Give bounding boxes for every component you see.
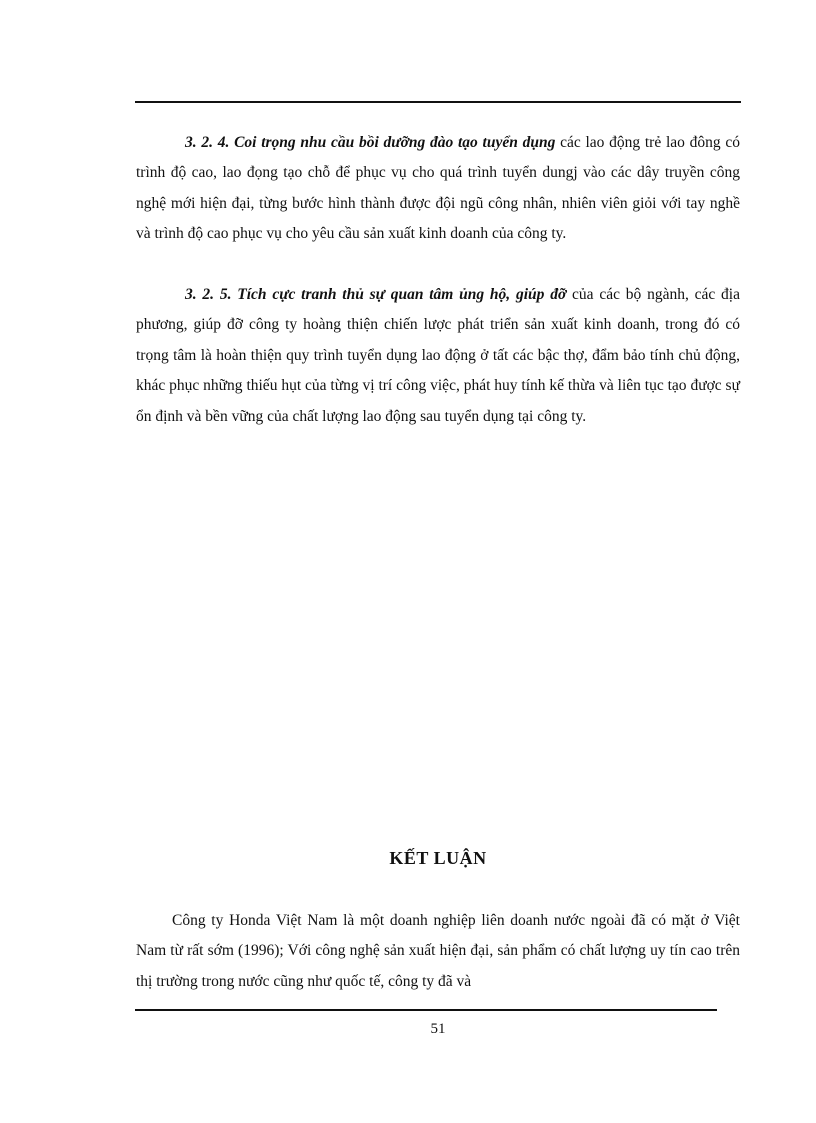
section-3-2-4-heading: 3. 2. 4. Coi trọng nhu cầu bồi dưỡng đào tạo tuyển dụng bbox=[185, 134, 556, 151]
section-3-2-5-body: của các bộ ngành, các địa phương, giúp đỡ công ty hoàng thiện chiến lược phát triển sản xuất kinh doanh, trong đó có trọng tâm là hoàn thiện quy trình tuyển dụng lao động ở tất các bậc thợ, đẩm bảo tính chủ động, khác phục những thiếu hụt của từng vị trí công việc, phát huy tính kế thừa và liên tục tạo được sự ổn định và bền vững của chất lượng lao động sau tuyển dụng tại công ty. bbox=[136, 286, 740, 425]
section-3-2-4-paragraph bbox=[136, 128, 740, 250]
footer-rule bbox=[135, 1009, 717, 1011]
conclusion-title: KẾT LUẬN bbox=[389, 848, 487, 868]
section-3-2-5-heading: 3. 2. 5. Tích cực tranh thủ sự quan tâm ủng hộ, giúp đỡ bbox=[185, 286, 567, 303]
header-rule bbox=[135, 101, 741, 103]
conclusion-paragraph: Công ty Honda Việt Nam là một doanh nghiệp liên doanh nước ngoài đã có mặt ở Việt Nam từ rất sớm (1996); Với công nghệ sản xuất hiện đại, sản phẩm có chất lượng uy tín cao trên thị trường trong nước cũng như quốc tế, công ty đã và bbox=[136, 912, 740, 990]
page-number: 51 bbox=[430, 1021, 446, 1037]
section-3-2-5-paragraph bbox=[136, 280, 740, 432]
section-3-2-4-body: các lao động trẻ lao đông có trình độ cao, lao đọng tạo chỗ để phục vụ cho quá trình tuyển dungj vào các dây truyền công nghệ mới hiện đại, từng bước hình thành được đội ngũ công nhân, nhiên viên giỏi với tay nghề và trình độ cao phục vụ cho yêu cầu sản xuất kinh doanh của công ty. bbox=[136, 134, 740, 243]
